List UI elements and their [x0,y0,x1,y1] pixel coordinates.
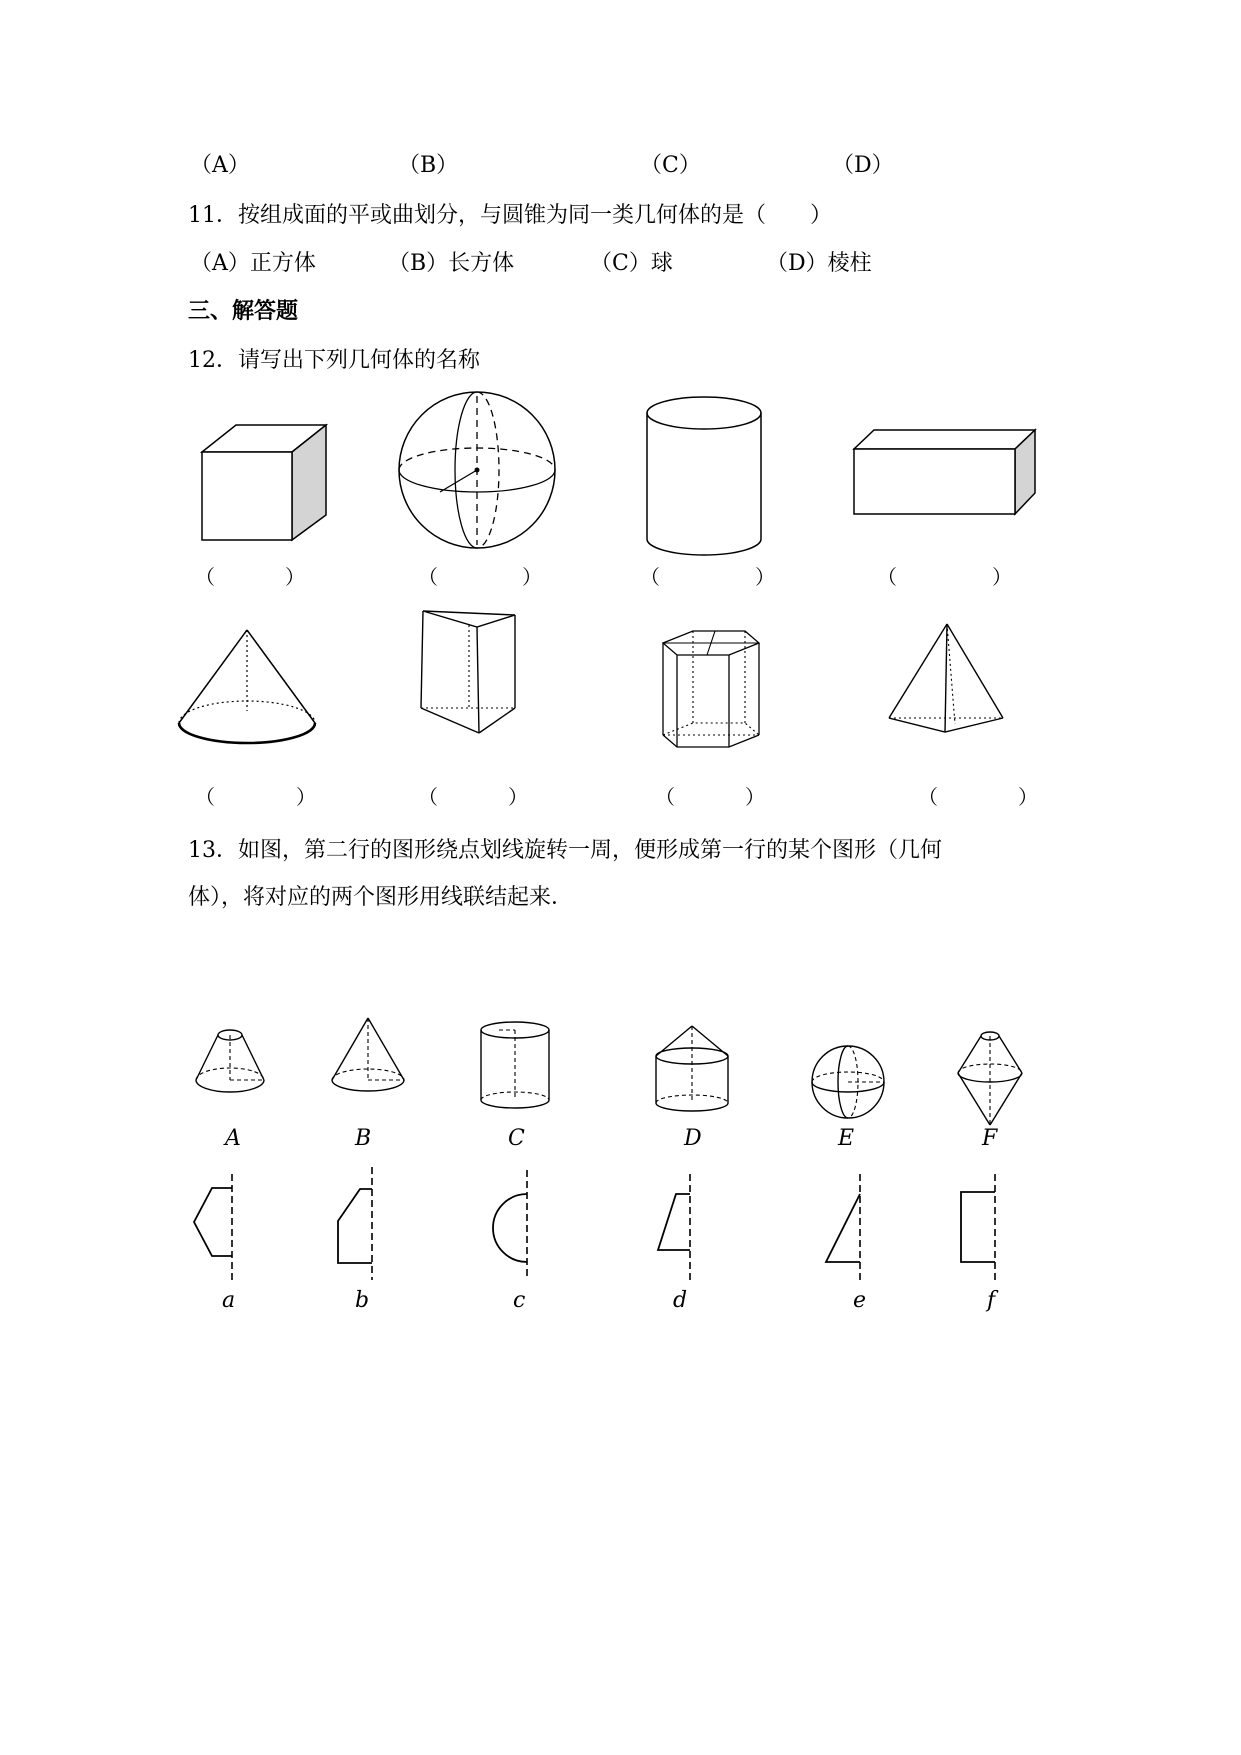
q12-blank-8-left: （ [918,785,938,809]
q12-blank-1-left: （ [195,565,215,589]
q12-blank-3-right: ） [755,565,775,589]
q12-blank-4-left: （ [877,565,897,589]
q12-blank-6-right: ） [508,785,528,809]
q12-blank-2-left: （ [418,565,438,589]
q11-option-b: （B）长方体 [388,251,515,276]
sphere-figure [395,390,560,550]
q10-option-b: （B） [398,153,459,178]
plane-label-a: a [222,1288,236,1313]
q12-blank-1-right: ） [285,565,305,589]
q10-option-d: （D） [832,153,894,178]
q11-option-d: （D）棱柱 [766,251,872,276]
q10-option-a: （A） [190,153,250,178]
cone-figure [175,625,320,745]
plane-figure-d [650,1172,700,1287]
cylinder-solid-c [478,1020,553,1115]
q12-blank-4-right: ） [992,565,1012,589]
plane-label-b: b [355,1288,370,1313]
plane-figure-c [487,1168,537,1283]
q12-blank-7-left: （ [655,785,675,809]
q12-blank-7-right: ） [745,785,765,809]
q11-option-c: （C）球 [590,251,673,276]
solid-label-d: D [684,1126,702,1151]
section-title: 三、解答题 [188,298,299,324]
q12-question: 12．请写出下列几何体的名称 [188,348,480,373]
solid-label-c: C [508,1126,525,1151]
solid-label-a: A [225,1126,241,1151]
solid-label-e: E [838,1126,855,1151]
hexagonal-prism-figure [655,625,765,760]
q12-blank-3-left: （ [640,565,660,589]
pyramid-figure [885,620,1010,740]
plane-label-d: d [673,1288,688,1313]
plane-label-f: f [987,1288,996,1313]
q10-option-c: （C） [640,153,701,178]
plane-label-c: c [513,1288,526,1313]
q11-question: 11．按组成面的平或曲划分，与圆锥为同一类几何体的是（ ） [188,203,832,228]
plane-label-e: e [853,1288,867,1313]
cuboid-figure [852,425,1037,520]
cone-on-cylinder-solid-d [652,1023,732,1118]
solid-label-b: B [355,1126,372,1151]
frustum-solid-a [193,1025,268,1100]
plane-figure-e [820,1172,870,1287]
q11-option-a: （A）正方体 [190,251,316,276]
cube-figure [200,420,335,545]
q12-blank-5-left: （ [195,785,215,809]
plane-figure-f [955,1172,1005,1287]
sphere-solid-e [808,1045,888,1120]
double-cone-solid-f [955,1028,1025,1128]
triangular-prism-figure [415,605,525,740]
cone-solid-b [328,1015,408,1100]
q12-blank-5-right: ） [296,785,316,809]
cylinder-figure [645,395,765,560]
q13-line-2: 体），将对应的两个图形用线联结起来． [188,885,574,910]
q12-blank-6-left: （ [418,785,438,809]
solid-label-f: F [982,1126,998,1151]
q12-blank-8-right: ） [1018,785,1038,809]
plane-figure-a [190,1172,240,1282]
plane-figure-b [332,1165,382,1285]
q12-blank-2-right: ） [522,565,542,589]
q13-line-1: 13．如图，第二行的图形绕点划线旋转一周，便形成第一行的某个图形（几何 [188,838,942,863]
